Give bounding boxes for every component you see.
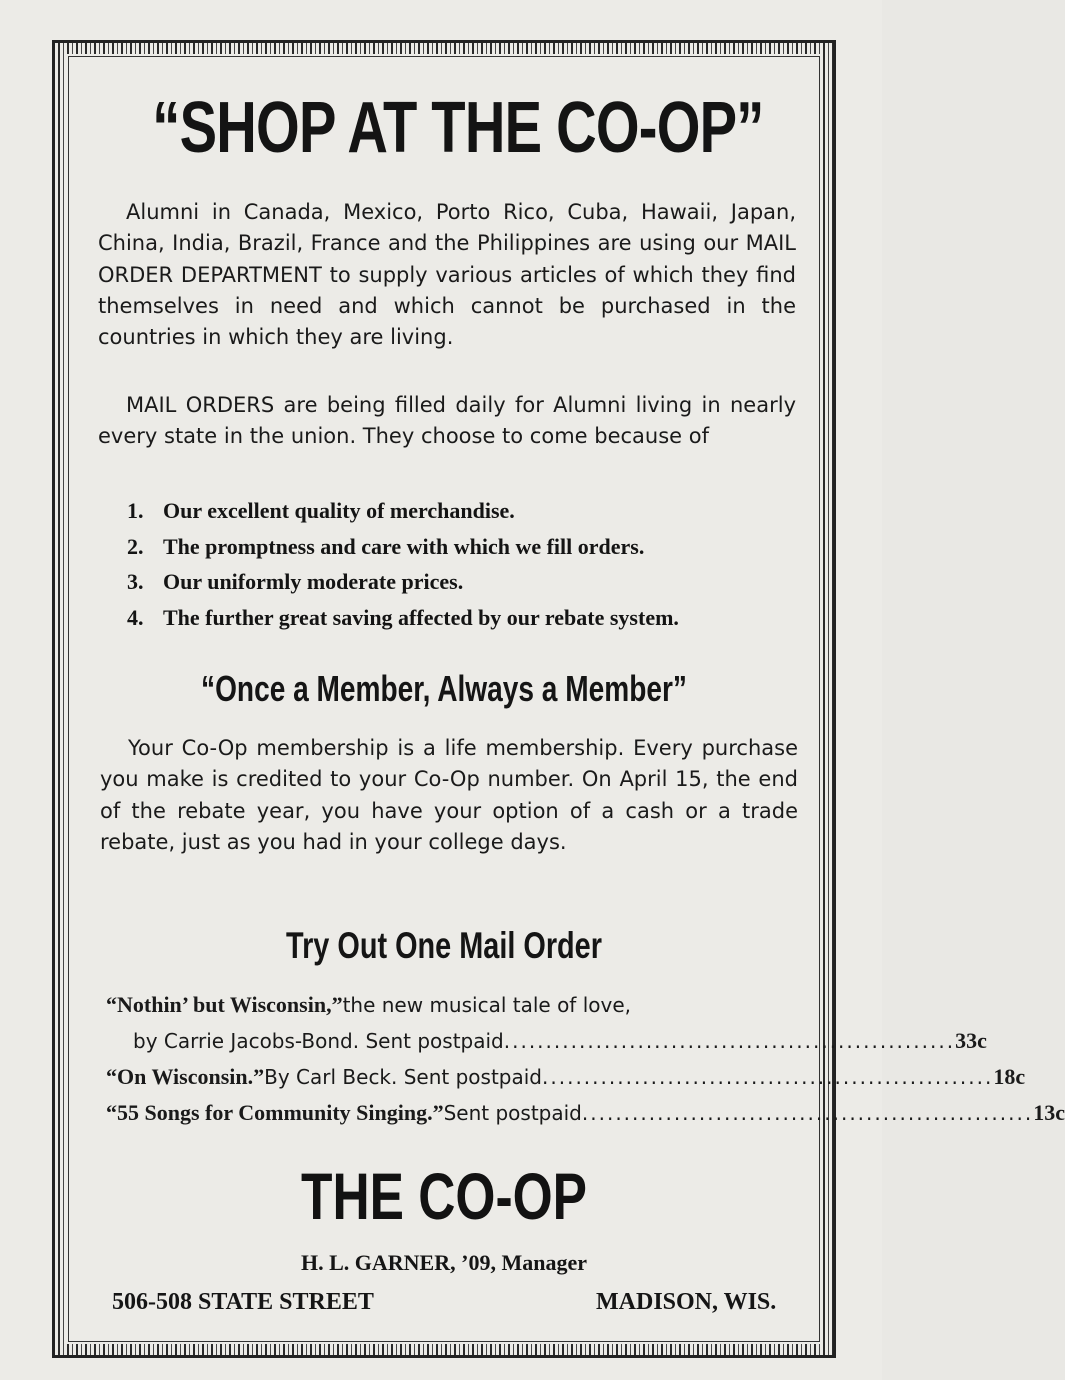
offer-item-3-title: “55 Songs for Community Singing.” (106, 1100, 444, 1125)
offer-item-1-description: the new musical tale of love, (342, 993, 631, 1017)
page-title: “SHOP AT THE CO-OP” (152, 88, 764, 168)
offer-item-1-line-1 (106, 987, 806, 1023)
intro-paragraph-text: Alumni in Canada, Mexico, Porto Rico, Cuba, Hawaii, Japan, China, India, Brazil, France and the Philippines are using our MAIL ORDER DEPARTMENT to supply various articles of which they find themselves in need and which cannot be purchased in the countries in which they are living. (98, 200, 796, 350)
address-city: MADISON, WIS. (596, 1289, 777, 1315)
offer-item-2-description: By Carl Beck. Sent postpaid (264, 1065, 543, 1089)
offer-item-1-price: 33c (955, 1028, 987, 1053)
store-name: THE CO-OP (300, 1159, 588, 1233)
offer-item-1-author: by Carrie Jacobs-Bond. Sent postpaid (133, 1029, 504, 1053)
offer-item-3: “55 Songs for Community Singing.” Sent postpaid ...................................................... 13c (106, 1095, 806, 1131)
list-item: 4. The further great saving affected by our rebate system. (127, 604, 679, 630)
mail-orders-paragraph-text: MAIL ORDERS are being filled daily for Alumni living in nearly every state in the union. They choose to come because of (98, 393, 796, 449)
mail-order-heading: Try Out One Mail Order (286, 925, 602, 966)
membership-paragraph (100, 733, 798, 858)
offer-item-3-description: Sent postpaid (443, 1101, 582, 1125)
intro-paragraph (98, 197, 796, 353)
membership-heading: “Once a Member, Always a Member” (201, 668, 687, 709)
offer-item-2: “On Wisconsin.” By Carl Beck. Sent postpaid ...................................................... 18c (106, 1059, 806, 1095)
address-street: 506-508 STATE STREET (112, 1289, 374, 1315)
list-item: 2. The promptness and care with which we fill orders. (127, 533, 645, 559)
offer-item-2-title: “On Wisconsin.” (106, 1064, 265, 1089)
manager-line: H. L. GARNER, ’09, Manager (301, 1250, 587, 1275)
offer-item-1-title: “Nothin’ but Wisconsin,” (106, 992, 343, 1017)
mail-orders-paragraph (98, 390, 796, 453)
list-item: 3. Our uniformly moderate prices. (127, 569, 464, 594)
list-item: 1. Our excellent quality of merchandise. (127, 498, 515, 523)
offer-item-3-price: 13c (1033, 1100, 1065, 1125)
offer-item-2-price: 18c (993, 1064, 1026, 1089)
offers-list (106, 987, 1065, 1131)
offer-item-1-line-2: by Carrie Jacobs-Bond. Sent postpaid ...................................................... 33c (106, 1023, 806, 1059)
reasons-list (127, 493, 807, 635)
membership-paragraph-text: Your Co-Op membership is a life membership. Every purchase you make is credited to your Co-Op number. On April 15, the end of the rebate year, you have your option of a cash or a trade rebate, just as you had in your college days. (100, 736, 798, 854)
